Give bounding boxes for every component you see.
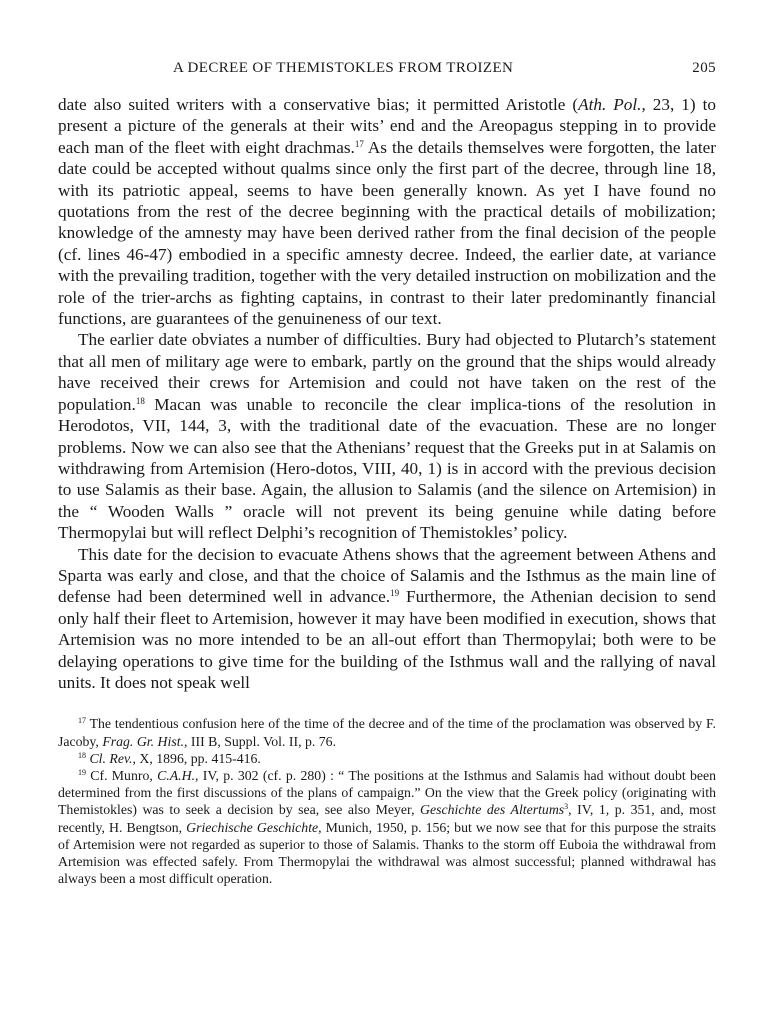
paragraph-1: date also suited writers with a conservative bias; it permitted Aristotle (Ath. Pol., 23, 1) to present a picture of the generals at their wits’ end and the Areopagus stepping in to provide each man of the fleet with eight drachmas.$^{17}$ As the details themselves were forgotten, the later date could be accepted without qualms since only the first part of the decree, through line 18, with its patriotic appeal, seems to have been generally known. As yet I have found no quotations from the rest of the decree beginning with the practical details of mobilization; knowledge of the amnesty may have been derived rather from the final decision of the people (cf. lines 46-47) embodied in a specific amnesty decree. Indeed, the earlier date, at variance with the prevailing tradition, together with the very detailed instruction on mobilization and the role of the trier-archs as fighting captains, in contrast to their later predominantly financial functions, are guarantees of the genuineness of our text. [58,95,717,329]
footnote-18: $^{18}$ Cl. Rev., X, 1896, pp. 415-416. [78,750,261,766]
footnote-marker-19: 19 [78,767,86,777]
paragraph-3: This date for the decision to evacuate Athens shows that the agreement between Athens and Sparta was early and close, and that the choice of Salamis and the Isthmus as the main line of defense had been determined well in advance.$^{19}$ Furthermore, the Athenian decision to send only half their fleet to Artemision, however it may have been modified in execution, shows that Artemision was no more intended to be an all-out effort than Thermopylai; both were to be delaying operations to give time for the building of the Isthmus wall and the rallying of naval units. It does not speak well [58,544,716,692]
paragraph-2: The earlier date obviates a number of difficulties. Bury had objected to Plutarch’s statement that all men of military age were to embark, partly on the ground that the ships would already have received their crews for Artemision and could not have taken on the rest of the population.$^{18}$ Macan was unable to reconcile the clear implica-tions of the resolution in Herodotos, VII, 144, 3, with the traditional date of the evacuation. These are no longer problems. Now we can also see that the Athenians’ request that the Greeks put in at Salamis on withdrawing from Artemision (Hero-dotos, VIII, 40, 1) is in accord with the previous decision to use Salamis as their base. Again, the allusion to Salamis (and the silence on Artemision) in the “ Wooden Walls ” oracle will not prevent its being genuine while dating before Thermopylai but will reflect Delphi’s recognition of Themistokles’ policy. [58,330,716,543]
running-head-title: A DECREE OF THEMISTOKLES FROM TROIZEN [173,60,514,76]
footnote-ref-19: 19 [390,588,400,599]
footnote-19: $^{19}$ Cf. Munro, C.A.H., IV, p. 302 (cf. p. 280) : “ The positions at the Isthmus and Salamis had without doubt been determined from the first discussions of the plans of campaign.” On the view that the Greek policy (originating with Themistokles) was to seek a decision by sea, see also Meyer, Geschichte des Altertums$^3$, IV, 1, p. 351, and, most recently, H. Bengtson, Griechische Geschichte, Munich, 1950, p. 156; but we now see that for this purpose the straits of Artemision were not regarded as superior to those of Salamis. Thanks to the storm off Euboia the withdrawal from Artemision was effected safely. From Thermopylai the withdrawal was almost successful; planned withdrawal has always been a most difficult operation. [58,767,716,887]
footnote-marker-18: 18 [78,750,86,760]
footnotes [58,715,716,887]
citation-ath-pol: Ath. Pol., [578,95,646,114]
footnote-marker-17: 17 [78,716,86,726]
body-text [58,94,716,693]
running-head [58,60,716,84]
footnote-17: $^{17}$ The tendentious confusion here of the time of the decree and of the time of the proclamation was observed by F. Jacoby, Frag. Gr. Hist., III B, Suppl. Vol. II, p. 76. [58,716,716,749]
page-number: 205 [692,60,716,76]
footnote-ref-18: 18 [135,395,145,406]
footnote-ref-17: 17 [354,138,364,149]
page [58,60,716,887]
